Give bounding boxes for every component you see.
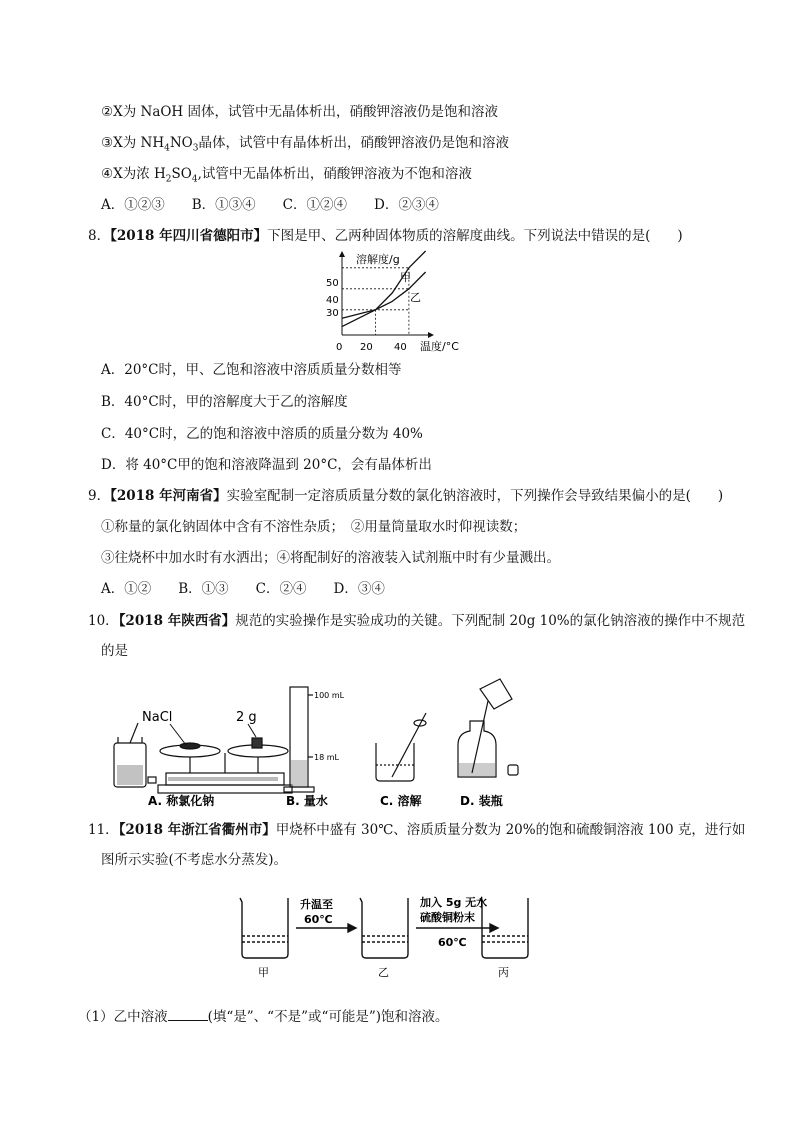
q10-figure — [108, 665, 538, 815]
step1-line-a: 升温至 — [300, 898, 333, 911]
step2-line-a: 加入 5g 无水 — [420, 896, 488, 909]
chart-xlabel: 温度/°C — [420, 340, 459, 353]
q9-choices: A．①② B．①③ C．②④ D．③④ — [101, 581, 385, 597]
series-label-yi: 乙 — [410, 291, 421, 304]
q11-stem: 11．【2018 年浙江省衢州市】甲烧杯中盛有 30℃、溶质质量分数为 20%的饱和硫酸铜溶液 100 克，进行如 — [88, 822, 746, 838]
q7-option-4: ④X为浓 $H_2SO_4$,试管中无晶体析出，硝酸钾溶液为不饱和溶液 — [101, 166, 472, 185]
beaker-label-bing: 丙 — [498, 966, 509, 979]
caption-a: A. 称氯化钠 — [148, 794, 215, 808]
solubility-chart — [322, 249, 472, 357]
bottle-filling-illustration — [458, 679, 518, 777]
caption-d: D. 装瓶 — [460, 794, 503, 808]
q9-source-tag: 【2018 年河南省】 — [110, 488, 227, 504]
volume-100-label: 100 mL — [314, 691, 345, 700]
beaker-jia — [240, 898, 288, 958]
beaker-yi — [360, 898, 408, 958]
x-tick-40: 40 — [394, 342, 407, 353]
q10-stem-cont: 的是 — [101, 643, 128, 659]
x-tick-20: 20 — [360, 342, 373, 353]
q11-source-tag: 【2018 年浙江省衢州市】 — [118, 822, 276, 838]
q8-option-a: A．20°C时，甲、乙饱和溶液中溶质质量分数相等 — [101, 362, 402, 378]
step2-line-c: 60℃ — [438, 936, 467, 949]
q8-stem: 8．【2018 年四川省德阳市】下图是甲、乙两种固体物质的溶解度曲线。下列说法中错误的是( ) — [88, 228, 683, 244]
y-tick-50: 50 — [326, 278, 339, 289]
beaker-label-jia: 甲 — [258, 966, 269, 979]
x-axis-arrow — [428, 332, 434, 338]
q11-figure — [232, 890, 542, 982]
q7-option-3: ③X为 $NH_4NO_3$晶体，试管中有晶体析出，硝酸钾溶液仍是饱和溶液 — [101, 135, 509, 154]
q8-option-b: B．40°C时，甲的溶解度大于乙的溶解度 — [101, 394, 348, 410]
caption-c: C. 溶解 — [380, 794, 422, 808]
y-tick-40: 40 — [326, 295, 339, 306]
series-label-jia: 甲 — [400, 271, 411, 284]
q8-option-d: D．将 40°C甲的饱和溶液降温到 20°C，会有晶体析出 — [101, 457, 432, 473]
q11-sub-1: （1）乙中溶液 (填“是”、“不是”或“可能是”)饱和溶液。 — [78, 1009, 449, 1025]
q8-source-tag: 【2018 年四川省德阳市】 — [110, 228, 268, 244]
q9-stem: 9．【2018 年河南省】实验室配制一定溶质质量分数的氯化钠溶液时，下列操作会导致结果偏小的是( ) — [88, 488, 724, 504]
q7-choices: A．①②③ B．①③④ C．①②④ D．②③④ — [101, 197, 439, 213]
volume-18-label: 18 mL — [314, 753, 339, 762]
y-axis-arrow — [339, 251, 345, 257]
graduated-cylinder-illustration — [284, 687, 314, 792]
q10-stem: 10．【2018 年陕西省】规范的实验操作是实验成功的关键。下列配制 20g 10%的氯化钠溶液的操作中不规范 — [88, 613, 746, 629]
caption-b: B. 量水 — [286, 794, 328, 808]
q10-source-tag: 【2018 年陕西省】 — [118, 613, 236, 629]
nacl-label: NaCl — [142, 710, 173, 725]
q8-option-c: C．40°C时，乙的饱和溶液中溶质的质量分数为 40% — [101, 426, 423, 442]
balance-scale-illustration — [114, 723, 292, 793]
q7-option-2: ②X为 NaOH 固体，试管中无晶体析出，硝酸钾溶液仍是饱和溶液 — [101, 104, 498, 120]
beaker-stirring-illustration — [376, 713, 426, 781]
q9-line-1: ①称量的氯化钠固体中含有不溶性杂质； ②用量筒量取水时仰视读数； — [101, 519, 527, 535]
step1-line-b: 60℃ — [304, 913, 333, 926]
y-tick-30: 30 — [326, 308, 339, 319]
step2-line-b: 硫酸铜粉末 — [420, 911, 475, 924]
mass-label: 2 g — [236, 710, 257, 725]
chart-origin: 0 — [336, 342, 343, 353]
q9-line-2: ③往烧杯中加水时有水洒出；④将配制好的溶液装入试剂瓶中时有少量溅出。 — [101, 550, 560, 566]
beaker-label-yi: 乙 — [378, 966, 389, 979]
q11-stem-cont: 图所示实验(不考虑水分蒸发)。 — [101, 852, 288, 868]
chart-ylabel: 溶解度/g — [356, 253, 400, 266]
answer-blank[interactable] — [168, 1008, 208, 1021]
